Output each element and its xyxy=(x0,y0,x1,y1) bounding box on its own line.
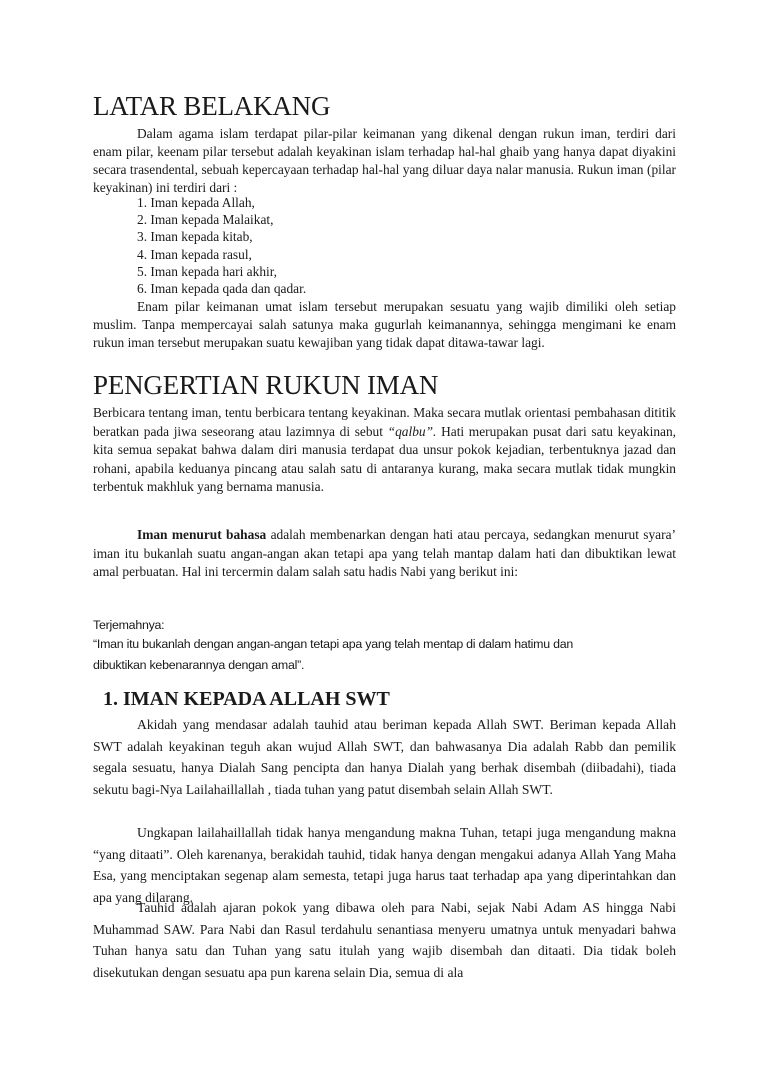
iman-allah-paragraph-2 xyxy=(93,822,676,908)
section-title-pengertian: PENGERTIAN RUKUN IMAN xyxy=(93,370,439,400)
section-title-iman-kepada-allah: 1. IMAN KEPADA ALLAH SWT xyxy=(103,688,390,710)
section-title-latar-belakang: LATAR BELAKANG xyxy=(93,91,331,121)
translation-line-2: dibuktikan kebenarannya dengan amal”. xyxy=(93,658,305,672)
iman-allah-paragraph-3 xyxy=(93,897,676,983)
rukun-iman-list xyxy=(137,194,306,297)
latar-belakang-intro xyxy=(93,125,676,197)
list-item: 1. Iman kepada Allah, xyxy=(137,195,255,210)
para1-text-a: Berbicara tentang iman, tentu berbicara tentang keyakinan. Maka secara mutlak orientasi pembahasan dititik beratkan pada jiwa seseorang atau lazimnya di sebut xyxy=(93,405,676,439)
iman-allah-paragraph-1 xyxy=(93,714,676,800)
para2-text: adalah membenarkan dengan hati atau percaya, sedangkan menurut syara’ iman itu bukanlah suatu angan-angan akan tetapi apa yang telah mantap dalam hati dan dibuktikan lewat amal perbuatan. Hal ini tercermin dalam salah satu hadis Nabi yang berikut ini: xyxy=(93,527,676,579)
list-item: 5. Iman kepada hari akhir, xyxy=(137,263,278,279)
list-item: 3. Iman kepada kitab, xyxy=(137,229,253,245)
list-item: 6. Iman kepada qada dan qadar. xyxy=(137,281,307,297)
latar-belakang-closing xyxy=(93,298,676,352)
pengertian-paragraph-2 xyxy=(93,526,676,582)
qalbu-term: “qalbu”. xyxy=(387,423,437,439)
closing-text: Enam pilar keimanan umat islam tersebut merupakan sesuatu yang wajib dimiliki oleh setiap muslim. Tanpa mempercayai salah satunya maka gugurlah keimanannya, sehingga mengimani ke enam rukun iman tersebut merupakan suatu kewajiban yang tidak dapat ditawa-tawar lagi. xyxy=(93,299,676,350)
pengertian-paragraph-1 xyxy=(93,404,676,497)
iman-menurut-bahasa-term: Iman menurut bahasa xyxy=(137,527,267,542)
para1-text-b: Hati merupakan pusat dari satu keyakinan, kita semua sepakat bahwa dalam diri manusia terdapat dua unsur pokok kejadian, terbentuknya jazad dan rohani, apabila keduanya pincang atau salah satu di antaranya kurang, maka secara mutlak tidak mungkin terbentuk makhluk yang bernama manusia. xyxy=(93,423,676,494)
para2-text: Ungkapan lailahaillallah tidak hanya mengandung makna Tuhan, tetapi juga mengandung makna “yang ditaati”. Oleh karenanya, berakidah tauhid, tidak hanya dengan mengakui adanya Allah Yang Maha Esa, yang menciptakan segenap alam semesta, tetapi juga harus taat terhadap apa yang diperintahkan dan apa yang dilarang. xyxy=(93,825,676,905)
translation-label: Terjemahnya: xyxy=(93,618,165,632)
para1-text: Akidah yang mendasar adalah tauhid atau beriman kepada Allah SWT. Beriman kepada Allah SWT adalah keyakinan teguh akan wujud Allah SWT, dan bahwasanya Dia adalah Rabb dan pemilik segala sesuatu, hanya Dialah Sang pencipta dan hanya Dialah yang berhak disembah (diibadahi), tiada sekutu bagi-Nya Lailahaillallah , tiada tuhan yang patut disembah selain Allah SWT. xyxy=(93,717,676,797)
translation-line-1: “Iman itu bukanlah dengan angan-angan tetapi apa yang telah mentap di dalam hatimu dan xyxy=(93,637,573,651)
para3-text: Tauhid adalah ajaran pokok yang dibawa oleh para Nabi, sejak Nabi Adam AS hingga Nabi Muhammad SAW. Para Nabi dan Rasul terdahulu senantiasa menyeru umatnya untuk menyadari bahwa Tuhan hanya satu dan Tuhan yang satu itulah yang wajib disembah dan ditaati. Dia tidak boleh disekutukan dengan sesuatu apa pun karena selain Dia, semua di ala xyxy=(93,900,676,980)
list-item: 4. Iman kepada rasul, xyxy=(137,246,252,262)
list-item: 2. Iman kepada Malaikat, xyxy=(137,212,274,228)
intro-text: Dalam agama islam terdapat pilar-pilar keimanan yang dikenal dengan rukun iman, terdiri dari enam pilar, keenam pilar tersebut adalah keyakinan islam terhadap hal-hal ghaib yang hanya dapat diyakini secara trasendental, sebuah kepercayaan terhadap hal-hal yang diluar daya nalar manusia. Rukun iman (pilar keyakinan) ini terdiri dari : xyxy=(93,126,676,195)
